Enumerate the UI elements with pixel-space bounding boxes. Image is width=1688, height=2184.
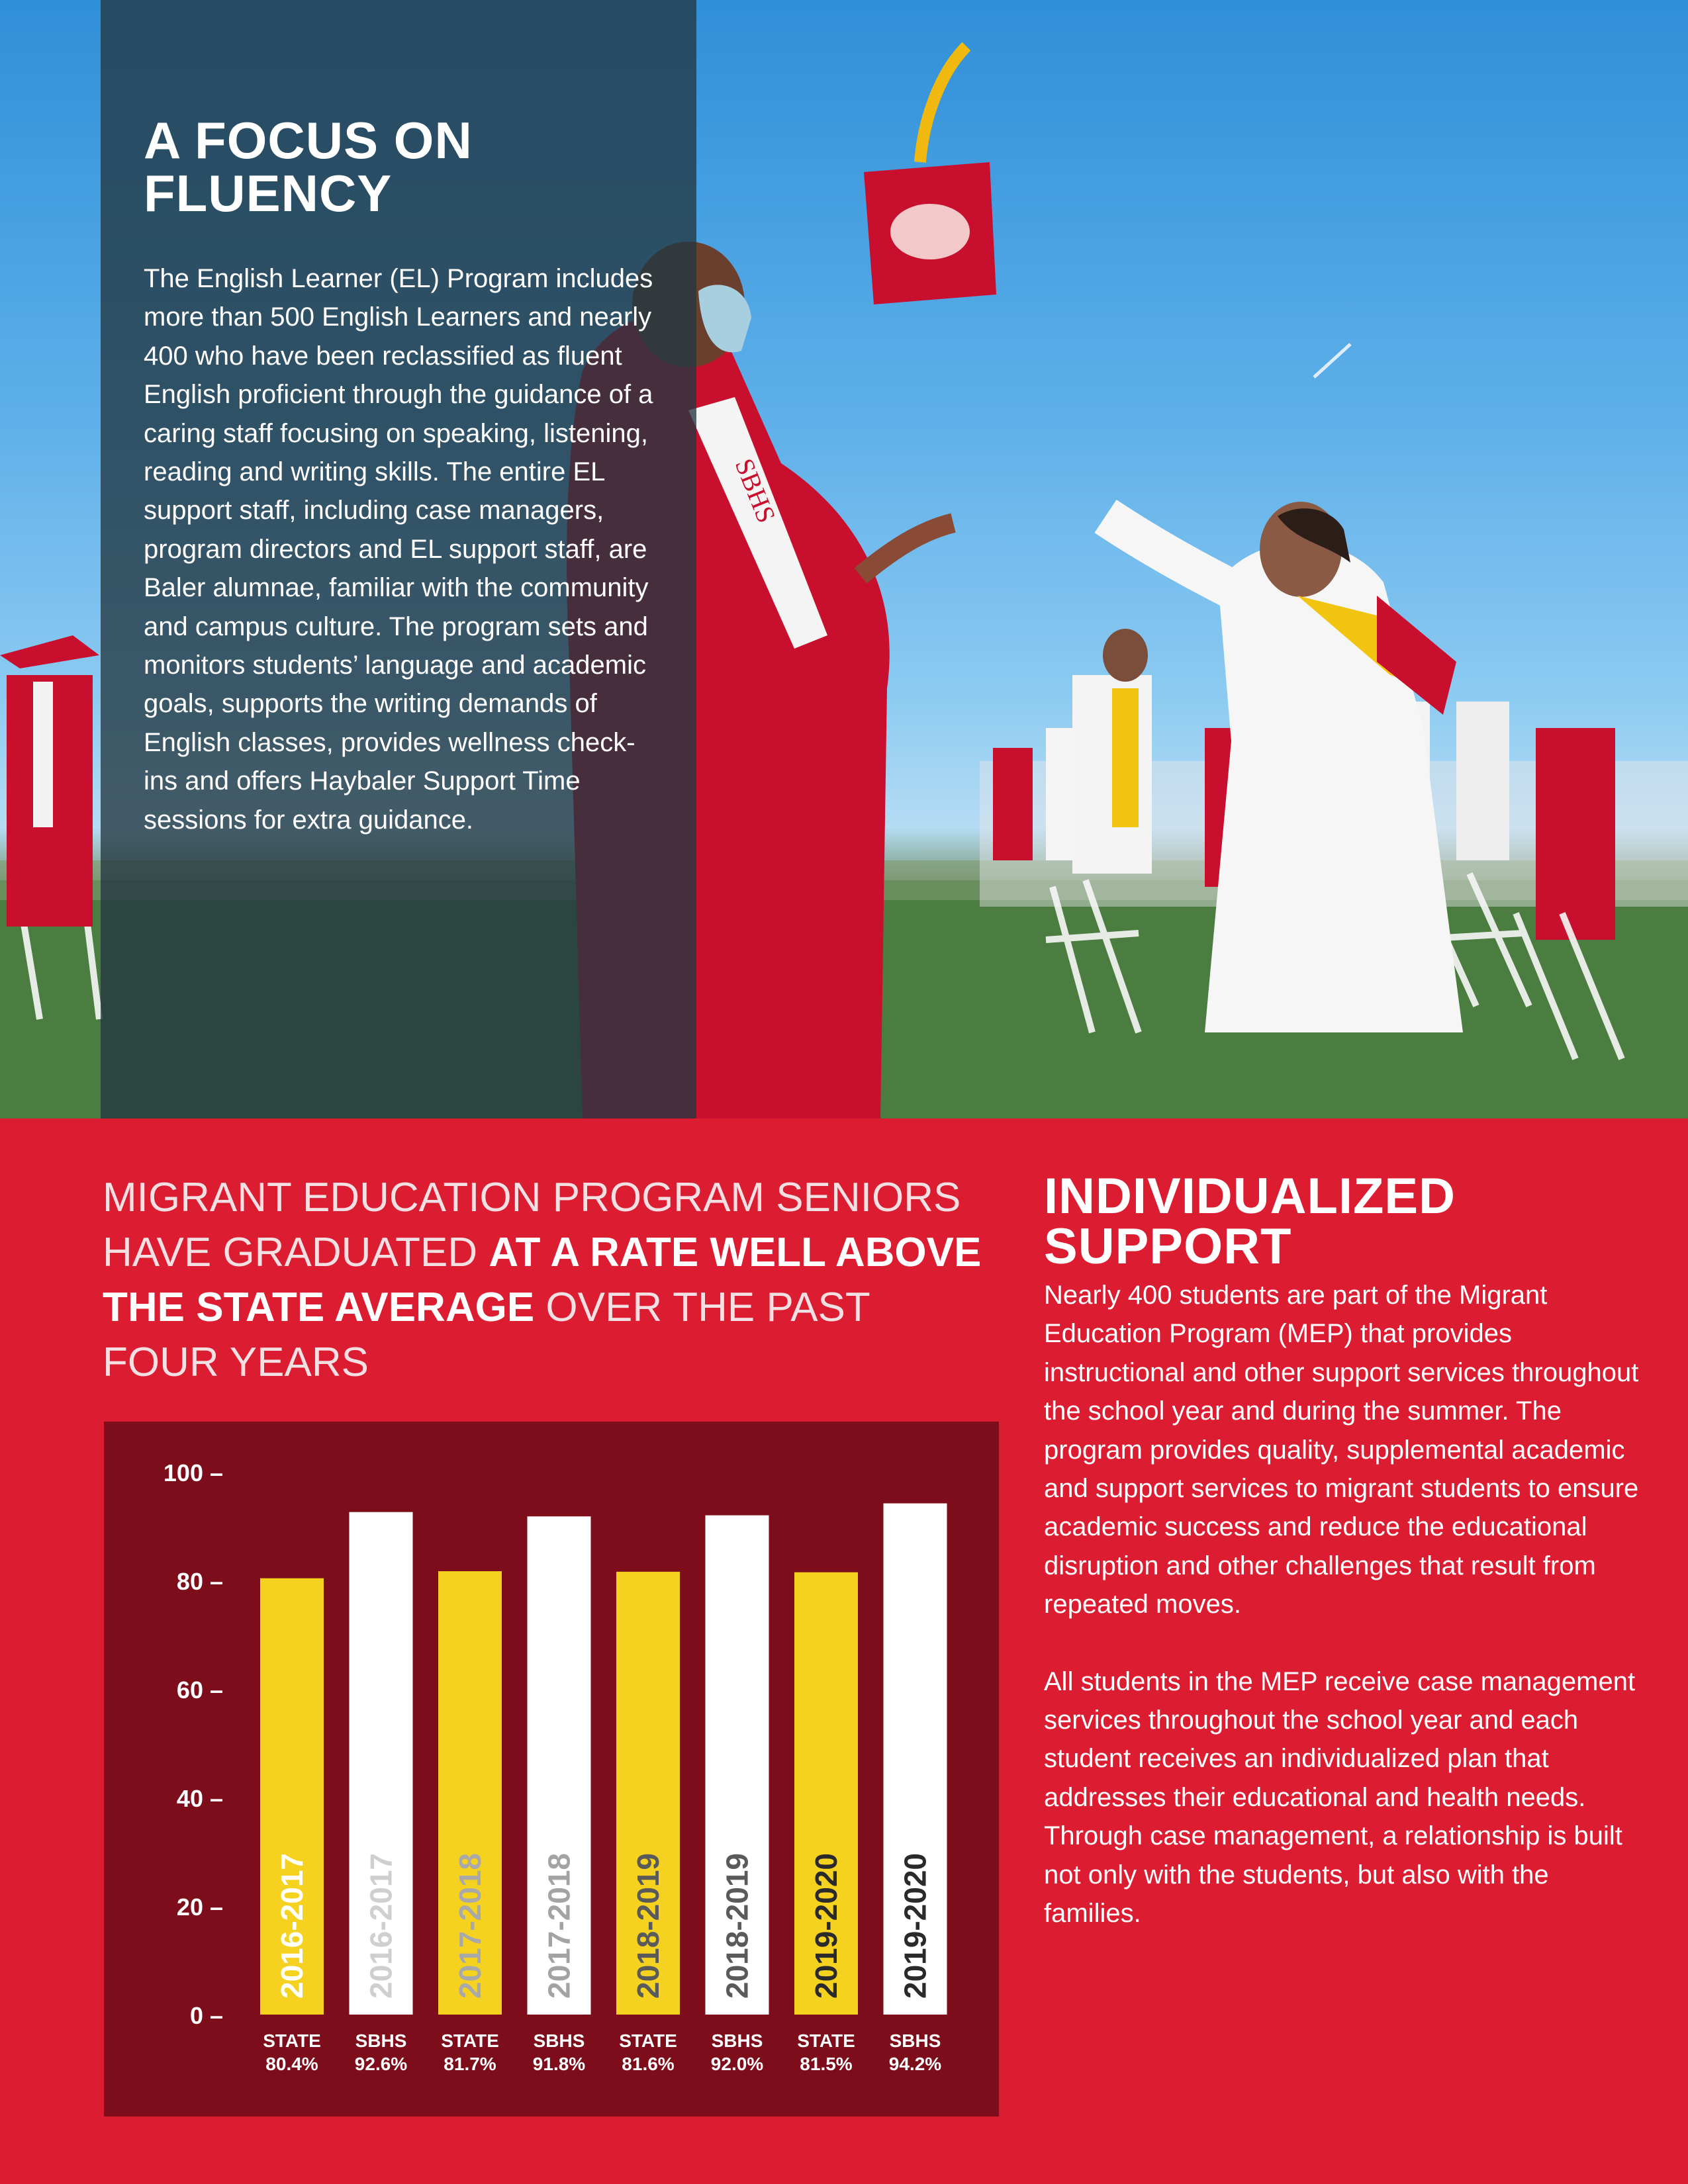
bar-value-label: 92.0% — [710, 2054, 764, 2074]
bar-value-label: 92.6% — [354, 2054, 408, 2074]
bar-year-label: 2019-2020 — [809, 1853, 843, 1999]
bar-year-label: 2017-2018 — [453, 1853, 487, 1999]
bar-group-label: SBHS — [889, 2030, 941, 2051]
individualized-body — [1044, 1276, 1646, 1972]
y-tick-label: 60 – — [176, 1676, 223, 1704]
y-tick-label: 0 – — [189, 2002, 223, 2029]
fluency-heading-bold: FLUENCY — [144, 164, 393, 222]
individualized-heading-light: INDIVIDUALIZED — [1044, 1168, 1456, 1224]
bar-year-label: 2018-2019 — [720, 1853, 755, 1999]
bar-group-label: SBHS — [355, 2030, 407, 2051]
bar-group-label: STATE — [797, 2030, 855, 2051]
bar-year-label: 2019-2020 — [898, 1853, 933, 1999]
svg-text:SBHS: SBHS — [729, 454, 782, 527]
bar-group-label: SBHS — [711, 2030, 763, 2051]
bar-group-label: SBHS — [533, 2030, 585, 2051]
fluency-heading — [144, 111, 673, 222]
bar-group-label: STATE — [441, 2030, 499, 2051]
mep-headline-emphasis: AT A RATE WELL ABOVE THE STATE AVERAGE — [103, 1230, 982, 1330]
bar-year-label: 2018-2019 — [631, 1853, 665, 1999]
mep-headline — [103, 1170, 983, 1390]
bar-group-label: STATE — [619, 2030, 677, 2051]
graduation-rate-chart — [104, 1422, 999, 2116]
flying-cap — [864, 46, 996, 304]
chart-svg — [104, 1422, 999, 2116]
bar-group-label: STATE — [263, 2030, 321, 2051]
fluency-body-text: The English Learner (EL) Program includes more than 500 English Learners and nearly 400 who have been reclassified as fluent English proficient through the guidance of a caring staff focusing on speaking, listening, reading and writing skills. The entire EL support staff, including case managers, program directors and EL support staff, are Baler alumnae, familiar with the community and campus culture. The program sets and monitors students’ language and academic goals, supports the writing demands of English classes, provides wellness check-ins and offers Haybaler Support Time sessions for extra guidance. — [144, 264, 653, 835]
y-tick-label: 100 – — [163, 1459, 223, 1486]
bar-value-label: 81.7% — [444, 2054, 496, 2074]
individualized-heading — [1044, 1168, 1640, 1275]
y-tick-label: 20 – — [176, 1893, 223, 1921]
y-tick-label: 40 – — [176, 1785, 223, 1812]
bar-value-label: 91.8% — [532, 2054, 586, 2074]
bar-value-label: 80.4% — [265, 2054, 318, 2074]
individualized-heading-bold: SUPPORT — [1044, 1218, 1292, 1275]
individualized-paragraph-1: Nearly 400 students are part of the Migrant Education Program (MEP) that provides instructional and other support services throughout the school year and during the summer. The program provides quality, supplemental academic and support services to migrant students to ensure academic success and reduce the educational disruption and other challenges that result from repeated moves. — [1044, 1281, 1639, 1619]
individualized-paragraph-2: All students in the MEP receive case management services throughout the school year and each student receives an individualized plan that addresses their educational and health needs. Through case management, a relationship is built not only with the students, but also with the families. — [1044, 1666, 1636, 1929]
fluency-heading-light: A FOCUS ON — [144, 111, 473, 169]
mep-headline-part1: MIGRANT EDUCATION PROGRAM SENIORS HAVE GRADUATED — [103, 1175, 961, 1275]
bar-year-label: 2016-2017 — [275, 1853, 309, 1999]
mep-headline-part3: OVER THE PAST FOUR YEARS — [103, 1285, 870, 1385]
bar-value-label: 81.6% — [622, 2054, 675, 2074]
bar-year-label: 2016-2017 — [363, 1853, 399, 1999]
bar-year-label: 2017-2018 — [541, 1853, 577, 1999]
bar-value-label: 81.5% — [800, 2054, 853, 2074]
y-tick-label: 80 – — [176, 1568, 223, 1595]
bar-value-label: 94.2% — [888, 2054, 942, 2074]
